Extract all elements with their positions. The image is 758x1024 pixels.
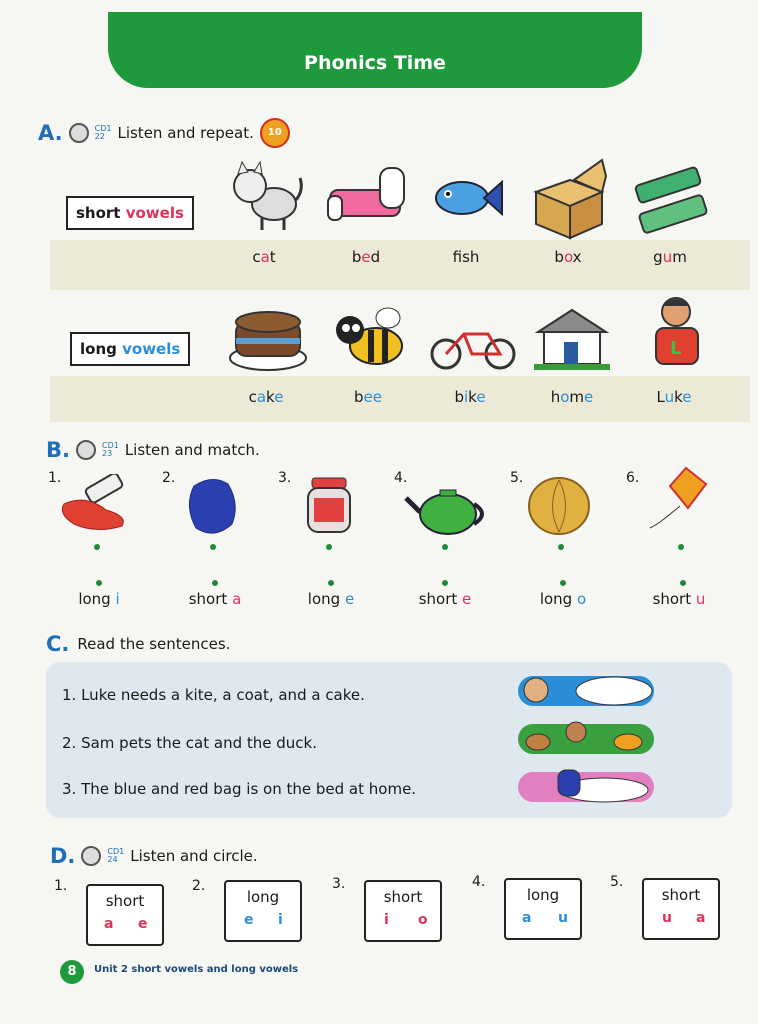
section-d-header (50, 844, 258, 868)
circle-option[interactable]: a (522, 910, 532, 926)
jam-jar-icon (304, 474, 354, 536)
match-dot[interactable] (328, 580, 334, 586)
d-number: 2. (192, 878, 206, 894)
luke-icon (644, 292, 714, 374)
cd-track: CD1 23 (101, 441, 119, 458)
match-dot[interactable] (680, 580, 686, 586)
page-number: 8 (60, 960, 84, 984)
match-dot[interactable] (558, 544, 564, 550)
match-dot[interactable] (210, 544, 216, 550)
section-c-instruction: Read the sentences. (77, 635, 231, 653)
circle-option[interactable]: e (138, 916, 148, 932)
match-dot[interactable] (442, 544, 448, 550)
sentence-1: 1. Luke needs a kite, a coat, and a cake. (62, 686, 365, 704)
bee-icon (332, 302, 408, 374)
circle-option[interactable]: a (104, 916, 114, 932)
match-dot[interactable] (212, 580, 218, 586)
section-a-letter: A. (38, 121, 63, 145)
section-c-header (46, 632, 230, 656)
circle-box: short u a (642, 878, 720, 940)
section-d-instruction: Listen and circle. (130, 847, 258, 865)
short-vowels-label: short vowels (66, 196, 194, 230)
badge-icon: 10 (260, 118, 290, 148)
b-number: 3. (278, 470, 292, 486)
sentence-2-picture (518, 720, 658, 758)
box-icon (530, 158, 610, 242)
circle-option[interactable]: a (696, 910, 706, 926)
d-number: 5. (610, 874, 624, 890)
nut-icon (526, 474, 592, 538)
cd-icon (81, 846, 101, 866)
cd-icon (76, 440, 96, 460)
gum-icon (626, 164, 712, 236)
cat-icon (226, 160, 306, 232)
sentence-1-picture (518, 672, 658, 710)
word-home: home (550, 388, 594, 406)
section-b-instruction: Listen and match. (124, 441, 260, 459)
word-bee: bee (354, 388, 382, 406)
d-number: 4. (472, 874, 486, 890)
match-dot[interactable] (442, 580, 448, 586)
word-cat: cat (252, 248, 276, 266)
word-luke: Luke (656, 388, 692, 406)
circle-box: long e i (224, 880, 302, 942)
match-option: long i (78, 590, 120, 608)
b-number: 5. (510, 470, 524, 486)
circle-option[interactable]: e (244, 912, 254, 928)
match-option: short e (418, 590, 472, 608)
circle-option[interactable]: i (384, 912, 389, 928)
match-dot[interactable] (326, 544, 332, 550)
paint-tube-icon (56, 474, 132, 536)
section-d-letter: D. (50, 844, 76, 868)
word-gum: gum (653, 248, 687, 266)
kite-icon (648, 466, 708, 532)
d-number: 1. (54, 878, 68, 894)
match-option: short u (652, 590, 706, 608)
word-box: box (554, 248, 582, 266)
sentence-3: 3. The blue and red bag is on the bed at home. (62, 780, 417, 798)
match-dot[interactable] (678, 544, 684, 550)
word-cake: cake (248, 388, 284, 406)
bike-icon (428, 322, 518, 372)
b-number: 6. (626, 470, 640, 486)
blue-blob-icon (184, 474, 240, 538)
section-b-letter: B. (46, 438, 70, 462)
section-a-instruction: Listen and repeat. (117, 124, 254, 142)
section-b-header (46, 438, 260, 462)
cd-icon (69, 123, 89, 143)
word-bike: bike (454, 388, 486, 406)
b-number: 2. (162, 470, 176, 486)
home-icon (534, 306, 610, 372)
circle-option[interactable]: i (278, 912, 283, 928)
page-title: Phonics Time (304, 52, 446, 74)
fish-icon (432, 172, 504, 224)
match-option: long o (539, 590, 587, 608)
section-c-letter: C. (46, 632, 70, 656)
circle-option[interactable]: o (418, 912, 428, 928)
cake-icon (228, 302, 310, 374)
circle-box: short i o (364, 880, 442, 942)
word-fish: fsh (452, 248, 480, 266)
word-bed: bed (351, 248, 381, 266)
circle-box: long a u (504, 878, 582, 940)
d-number: 3. (332, 876, 346, 892)
long-vowels-label: long vowels (70, 332, 190, 366)
sentence-3-picture (518, 766, 658, 806)
match-dot[interactable] (94, 544, 100, 550)
cd-track: CD1 24 (107, 847, 125, 864)
cd-track: CD1 22 (94, 124, 112, 141)
match-option: long e (307, 590, 355, 608)
section-a-header (38, 118, 290, 148)
title-banner (108, 12, 642, 88)
teapot-icon (404, 484, 490, 536)
circle-option[interactable]: u (662, 910, 672, 926)
match-option: short a (188, 590, 242, 608)
match-dot[interactable] (96, 580, 102, 586)
sentence-2: 2. Sam pets the cat and the duck. (62, 734, 317, 752)
circle-box: short a e (86, 884, 164, 946)
b-number: 4. (394, 470, 408, 486)
svg-text:L: L (670, 338, 682, 359)
match-dot[interactable] (560, 580, 566, 586)
circle-option[interactable]: u (558, 910, 568, 926)
bed-icon (326, 162, 408, 232)
b-number: 1. (48, 470, 62, 486)
unit-footer: Unit 2 short vowels and long vowels (94, 964, 299, 975)
